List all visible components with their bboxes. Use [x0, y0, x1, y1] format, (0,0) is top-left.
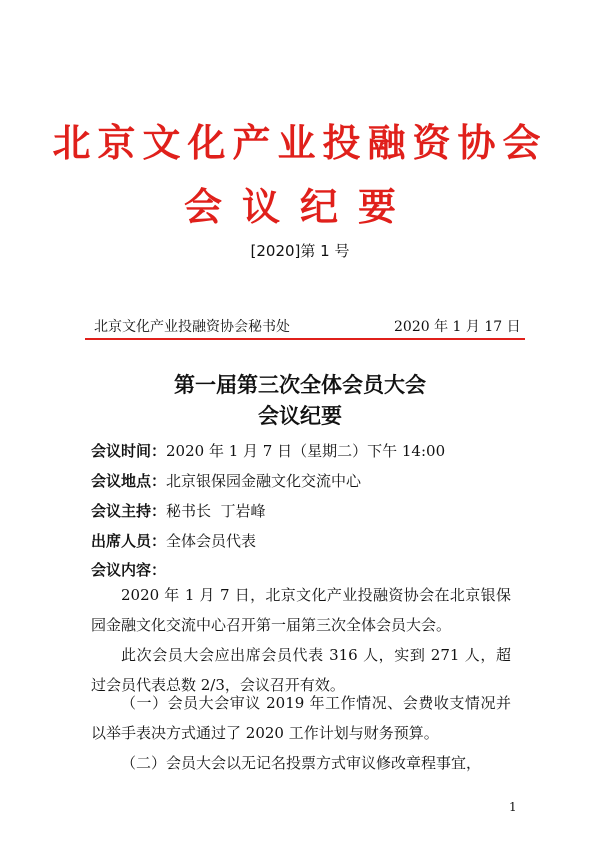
page-number: 1	[509, 800, 517, 814]
info-label: 会议内容：	[91, 561, 167, 579]
info-value: 全体会员代表	[166, 532, 257, 550]
paragraph: （一）会员大会审议 2019 年工作情况、会费收支情况并以举手表决方式通过了 2020 工作计划与财务预算。	[91, 694, 511, 742]
info-row-location	[91, 470, 361, 491]
paragraph: 此次会员大会应出席会员代表 316 人，实到 271 人，超过会员代表总数 2/3，会议召开有效。	[91, 646, 511, 694]
info-label: 会议主持：	[91, 502, 167, 520]
organization-title: 北京文化产业投融资协会	[52, 120, 548, 165]
document-type-title: 会议纪要	[183, 184, 416, 229]
issuer: 北京文化产业投融资协会秘书处	[94, 319, 290, 335]
meeting-subtitle: 会议纪要	[258, 403, 342, 428]
document-number: [2020]第 1 号	[250, 242, 350, 260]
info-row-time	[91, 440, 445, 461]
red-divider-line	[85, 338, 525, 340]
info-label: 出席人员：	[91, 532, 167, 550]
info-label: 会议地点：	[91, 472, 167, 490]
info-value: 秘书长 丁岩峰	[166, 502, 266, 520]
info-row-attendees	[91, 530, 256, 551]
paragraph: 2020 年 1 月 7 日，北京文化产业投融资协会在北京银保园金融文化交流中心召开第一届第三次全体会员大会。	[91, 586, 511, 634]
info-row-host	[91, 500, 266, 521]
paragraph: （二）会员大会以无记名投票方式审议修改章程事宜，	[121, 754, 482, 772]
info-value: 2020 年 1 月 7 日（星期二）下午 14:00	[166, 442, 446, 460]
info-label: 会议时间：	[91, 442, 167, 460]
issue-date: 2020 年 1 月 17 日	[394, 319, 521, 335]
info-row-content	[91, 559, 166, 580]
meeting-title: 第一届第三次全体会员大会	[174, 372, 426, 397]
info-value: 北京银保园金融文化交流中心	[166, 472, 362, 490]
